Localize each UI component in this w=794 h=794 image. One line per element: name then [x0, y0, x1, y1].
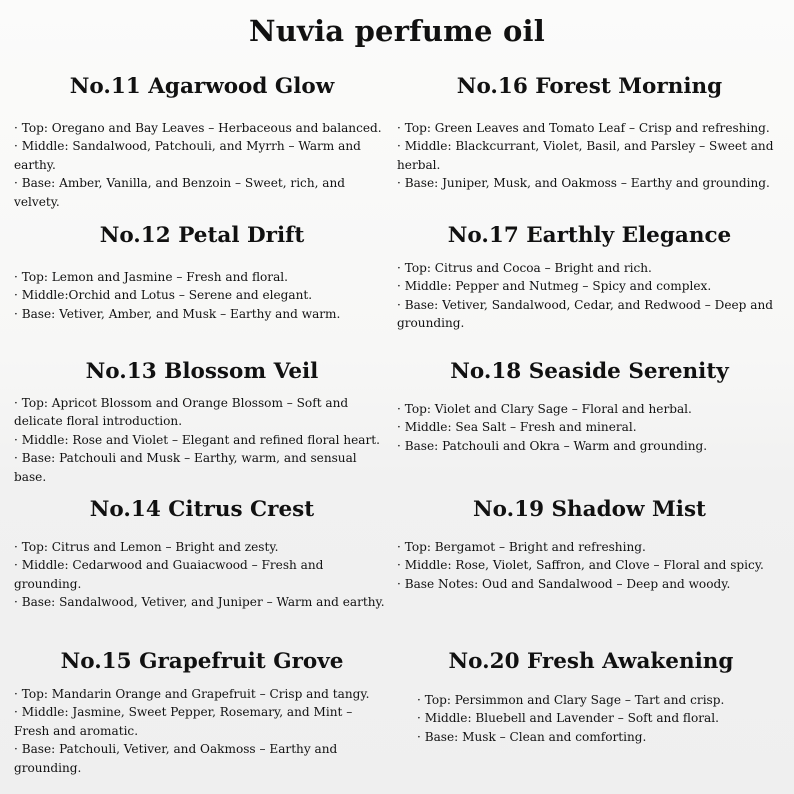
note-base: · Base: Patchouli, Vetiver, and Oakmoss – Earthy and grounding.: [14, 740, 390, 777]
perfume-name: No.14 Citrus Crest: [89, 497, 315, 522]
perfume-card-no16: [397, 72, 782, 193]
note-base: · Base: Amber, Vanilla, and Benzoin – Sweet, rich, and velvety.: [14, 174, 390, 211]
perfume-name: No.12 Petal Drift: [99, 223, 305, 248]
perfume-card-no15: [14, 647, 390, 777]
note-base: · Base: Vetiver, Amber, and Musk – Earthy and warm.: [14, 305, 390, 323]
perfume-card-no11: [14, 72, 390, 211]
note-middle: · Middle: Sea Salt – Fresh and mineral.: [397, 418, 782, 436]
notes-list: [417, 691, 785, 746]
notes-list: [14, 119, 390, 211]
note-base: · Base: Musk – Clean and comforting.: [417, 728, 785, 746]
note-top: · Top: Oregano and Bay Leaves – Herbaceous and balanced.: [14, 119, 390, 137]
perfume-card-no17: [397, 221, 782, 333]
perfume-name: No.15 Grapefruit Grove: [60, 649, 344, 674]
note-base: · Base: Vetiver, Sandalwood, Cedar, and Redwood – Deep and grounding.: [397, 296, 782, 333]
perfume-card-no13: [14, 357, 390, 486]
notes-list: [397, 538, 782, 593]
note-middle: · Middle: Rose and Violet – Elegant and refined floral heart.: [14, 431, 390, 449]
note-middle: · Middle:Orchid and Lotus – Serene and elegant.: [14, 286, 390, 304]
note-base: · Base: Juniper, Musk, and Oakmoss – Earthy and grounding.: [397, 174, 782, 192]
note-base: · Base: Patchouli and Okra – Warm and grounding.: [397, 437, 782, 455]
note-middle: · Middle: Bluebell and Lavender – Soft and floral.: [417, 709, 785, 727]
notes-list: [397, 119, 782, 193]
note-middle: · Middle: Cedarwood and Guaiacwood – Fresh and grounding.: [14, 556, 390, 593]
note-base: · Base: Sandalwood, Vetiver, and Juniper – Warm and earthy.: [14, 593, 390, 611]
note-top: · Top: Mandarin Orange and Grapefruit – Crisp and tangy.: [14, 685, 390, 703]
perfume-card-no18: [397, 357, 782, 455]
note-middle: · Middle: Pepper and Nutmeg – Spicy and complex.: [397, 277, 782, 295]
perfume-card-no20: [417, 647, 785, 746]
notes-list: [14, 538, 390, 612]
note-top: · Top: Lemon and Jasmine – Fresh and floral.: [14, 268, 390, 286]
note-base: · Base: Patchouli and Musk – Earthy, warm, and sensual base.: [14, 449, 390, 486]
perfume-name: No.19 Shadow Mist: [473, 497, 706, 522]
perfume-name: No.13 Blossom Veil: [85, 359, 319, 384]
perfume-name: No.20 Fresh Awakening: [448, 649, 734, 674]
note-middle: · Middle: Jasmine, Sweet Pepper, Rosemary, and Mint – Fresh and aromatic.: [14, 703, 390, 740]
perfume-card-no12: [14, 221, 390, 323]
note-middle: · Middle: Sandalwood, Patchouli, and Myrrh – Warm and earthy.: [14, 137, 390, 174]
notes-list: [14, 685, 390, 777]
note-top: · Top: Violet and Clary Sage – Floral and herbal.: [397, 400, 782, 418]
perfume-name: No.18 Seaside Serenity: [450, 359, 729, 384]
note-top: · Top: Apricot Blossom and Orange Blossom – Soft and delicate floral introduction.: [14, 394, 390, 431]
note-middle: · Middle: Blackcurrant, Violet, Basil, and Parsley – Sweet and herbal.: [397, 137, 782, 174]
perfume-name: No.11 Agarwood Glow: [69, 74, 335, 99]
note-top: · Top: Persimmon and Clary Sage – Tart and crisp.: [417, 691, 785, 709]
notes-list: [397, 400, 782, 455]
page-title: Nuvia perfume oil: [249, 14, 545, 48]
perfume-name: No.16 Forest Morning: [456, 74, 723, 99]
notes-list: [397, 259, 782, 333]
note-top: · Top: Citrus and Lemon – Bright and zesty.: [14, 538, 390, 556]
perfume-card-no19: [397, 495, 782, 593]
note-middle: · Middle: Rose, Violet, Saffron, and Clove – Floral and spicy.: [397, 556, 782, 574]
notes-list: [14, 268, 390, 323]
note-top: · Top: Green Leaves and Tomato Leaf – Crisp and refreshing.: [397, 119, 782, 137]
perfume-name: No.17 Earthly Elegance: [447, 223, 732, 248]
note-top: · Top: Bergamot – Bright and refreshing.: [397, 538, 782, 556]
perfume-card-no14: [14, 495, 390, 612]
note-top: · Top: Citrus and Cocoa – Bright and rich.: [397, 259, 782, 277]
notes-list: [14, 394, 390, 486]
note-base: · Base Notes: Oud and Sandalwood – Deep and woody.: [397, 575, 782, 593]
